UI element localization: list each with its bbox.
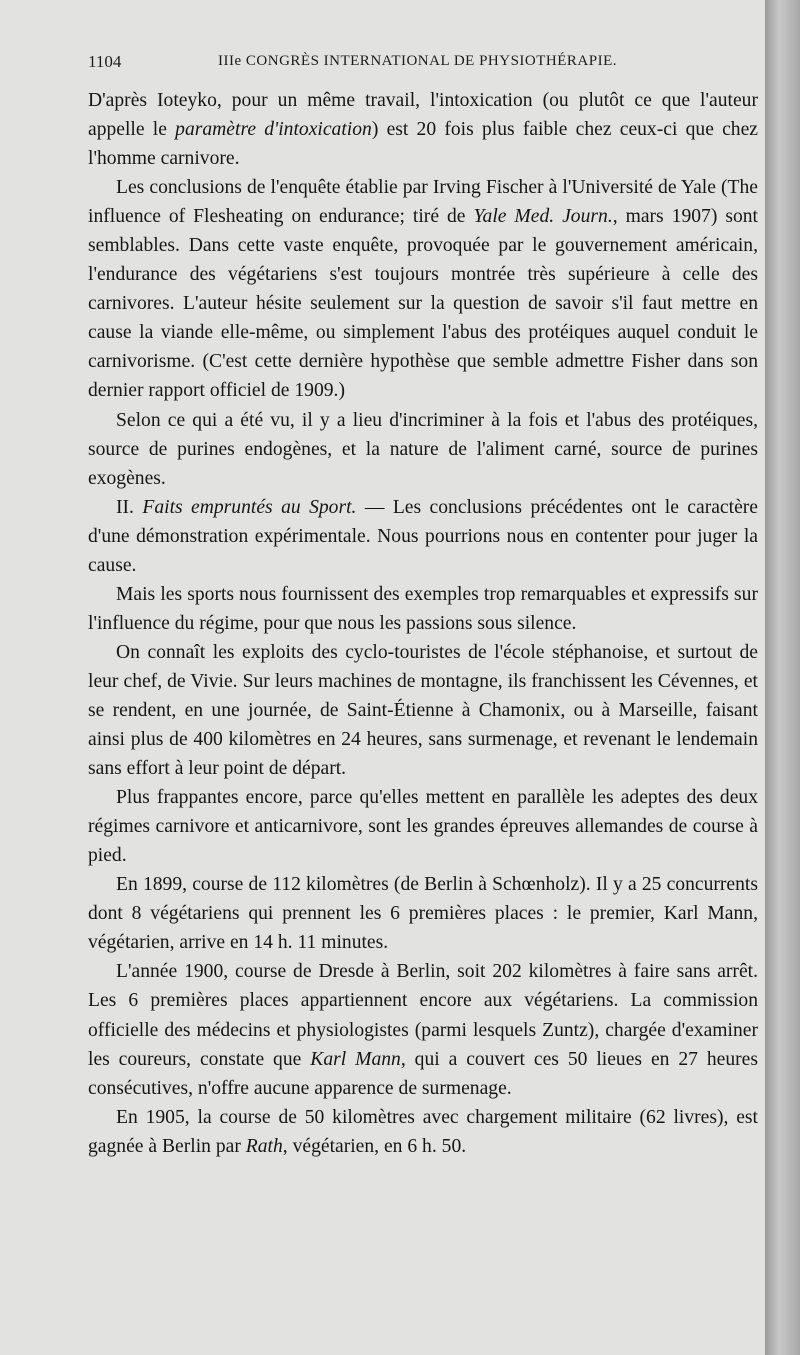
paragraph	[88, 493, 758, 580]
paragraph-text: , qui a couvert ces 50 lieues en 27 heures consécutives, n'offre aucune apparence de surmenage.	[88, 1048, 758, 1099]
paragraph-text: D'après Ioteyko, pour un même travail, l'intoxication (ou plutôt ce que l'auteur appelle le	[88, 90, 758, 141]
paragraph	[88, 173, 758, 405]
running-title: IIIe CONGRÈS INTERNATIONAL DE PHYSIOTHÉRAPIE.	[218, 53, 617, 69]
body-text	[88, 86, 758, 1161]
italic-text: Rath	[245, 1135, 283, 1157]
paragraph	[88, 86, 758, 173]
italic-text: Faits empruntés au Sport.	[142, 496, 357, 518]
paragraph	[88, 580, 758, 638]
page-header	[88, 52, 738, 76]
paragraph-text: On connaît les exploits des cyclo-touristes de l'école stéphanoise, et surtout de leur chef, de Vivie. Sur leurs machines de montagne, ils franchissent les Cévennes, et se rendent, en une journée, de Saint-Étienne à Chamonix, ou à Marseille, faisant ainsi plus de 400 kilomètres en 24 heures, sans surmenage, et revenant le lendemain sans effort à leur point de départ.	[88, 641, 758, 780]
paragraph-text: Les conclusions de l'enquête établie par Irving Fischer à l'Université de Yale (The influence of Flesheating on endurance; tiré de	[88, 177, 758, 228]
page-number: 1104	[88, 52, 122, 71]
paragraph-text: Plus frappantes encore, parce qu'elles mettent en parallèle les adeptes des deux régimes carnivore et anticarnivore, sont les grandes épreuves allemandes de course à pied.	[88, 787, 758, 867]
paragraph-text: , mars 1907) sont semblables. Dans cette vaste enquête, provoquée par le gouvernement américain, l'endurance des végétariens s'est toujours montrée très supérieure à celle des carnivores. L'auteur hésite seulement sur la question de savoir s'il faut mettre en cause la viande elle-même, ou simplement l'abus des protéiques auquel conduit le carnivorisme. (C'est cette dernière hypothèse que semble admettre Fisher dans son dernier rapport officiel de 1909.)	[88, 206, 758, 402]
paragraph	[88, 638, 758, 783]
italic-text: paramètre d'intoxication	[175, 119, 372, 141]
paragraph	[88, 870, 758, 957]
paragraph-text: , végétarien, en 6 h. 50.	[282, 1135, 467, 1157]
paragraph-text: ) est 20 fois plus faible chez ceux-ci que chez l'homme carnivore.	[88, 119, 758, 170]
paragraph-text: II.	[116, 496, 143, 518]
paragraph-text: En 1905, la course de 50 kilomètres avec chargement militaire (62 livres), est gagnée à Berlin par	[88, 1106, 758, 1157]
paragraph	[88, 1103, 758, 1161]
paragraph-text: En 1899, course de 112 kilomètres (de Berlin à Schœnholz). Il y a 25 concurrents dont 8 végétariens qui prennent les 6 premières places : le premier, Karl Mann, végétarien, arrive en 14 h. 11 minutes.	[88, 874, 758, 954]
paragraph	[88, 406, 758, 493]
italic-text: Karl Mann	[310, 1048, 401, 1070]
paragraph-text: Mais les sports nous fournissent des exemples trop remarquables et expressifs sur l'influence du régime, pour que nous les passions sous silence.	[88, 583, 758, 634]
paragraph-text: — Les conclusions précédentes ont le caractère d'une démonstration expérimentale. Nous pourrions nous en contenter pour juger la cause.	[88, 496, 758, 576]
paragraph	[88, 957, 758, 1102]
page-edge	[765, 0, 800, 1355]
paragraph-text: Selon ce qui a été vu, il y a lieu d'incriminer à la fois et l'abus des protéiques, source de purines endogènes, et la nature de l'aliment carné, source de purines exogènes.	[88, 409, 758, 489]
paragraph-text: L'année 1900, course de Dresde à Berlin, soit 202 kilomètres à faire sans arrêt. Les 6 premières places appartiennent encore aux végétariens. La commission officielle des médecins et physiologistes (parmi lesquels Zuntz), chargée d'examiner les coureurs, constate que	[88, 961, 758, 1070]
paragraph	[88, 783, 758, 870]
italic-text: Yale Med. Journ.	[473, 206, 613, 228]
